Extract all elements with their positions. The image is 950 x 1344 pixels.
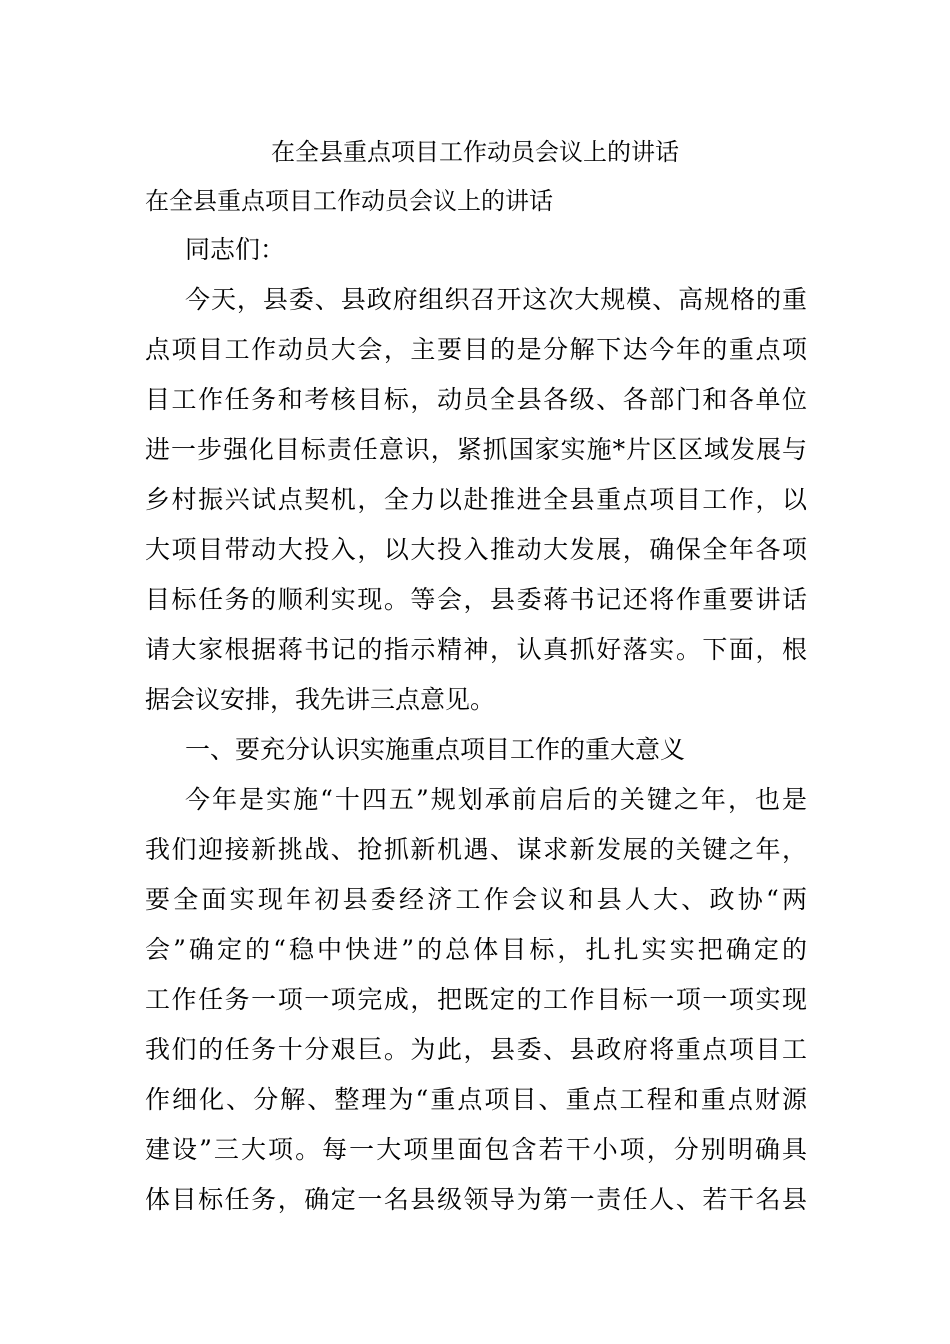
body-line: 作细化、分解、整理为“重点项目、重点工程和重点财源 xyxy=(145,1085,807,1114)
section-heading: 一、要充分认识实施重点项目工作的重大意义 xyxy=(185,735,686,764)
body-line: 据会议安排，我先讲三点意见。 xyxy=(145,685,496,714)
body-line: 大项目带动大投入，以大投入推动大发展，确保全年各项 xyxy=(145,535,807,564)
body-line: 今天，县委、县政府组织召开这次大规模、高规格的重 xyxy=(185,285,807,314)
body-line: 工作任务一项一项完成，把既定的工作目标一项一项实现 xyxy=(145,985,807,1014)
salutation: 同志们： xyxy=(185,235,286,264)
body-line: 目标任务的顺利实现。等会，县委蒋书记还将作重要讲话 xyxy=(145,585,807,614)
body-line: 目工作任务和考核目标，动员全县各级、各部门和各单位 xyxy=(145,385,807,414)
body-line: 建设”三大项。每一大项里面包含若干小项，分别明确具 xyxy=(145,1135,807,1164)
body-line: 进一步强化目标责任意识，紧抓国家实施*片区区域发展与 xyxy=(145,435,807,464)
body-line: 乡村振兴试点契机，全力以赴推进全县重点项目工作，以 xyxy=(145,485,807,514)
body-line: 我们迎接新挑战、抢抓新机遇、谋求新发展的关键之年， xyxy=(145,835,807,864)
body-line: 点项目工作动员大会，主要目的是分解下达今年的重点项 xyxy=(145,335,807,364)
body-line: 会”确定的“稳中快进”的总体目标，扎扎实实把确定的 xyxy=(145,935,807,964)
document-subtitle: 在全县重点项目工作动员会议上的讲话 xyxy=(145,187,553,215)
body-line: 体目标任务，确定一名县级领导为第一责任人、若干名县 xyxy=(145,1185,807,1214)
document-title: 在全县重点项目工作动员会议上的讲话 xyxy=(271,138,679,166)
body-line: 请大家根据蒋书记的指示精神，认真抓好落实。下面，根 xyxy=(145,635,807,664)
body-line: 今年是实施“十四五”规划承前启后的关键之年，也是 xyxy=(185,785,807,814)
body-line: 要全面实现年初县委经济工作会议和县人大、政协“两 xyxy=(145,885,807,914)
body-line: 我们的任务十分艰巨。为此，县委、县政府将重点项目工 xyxy=(145,1035,807,1064)
